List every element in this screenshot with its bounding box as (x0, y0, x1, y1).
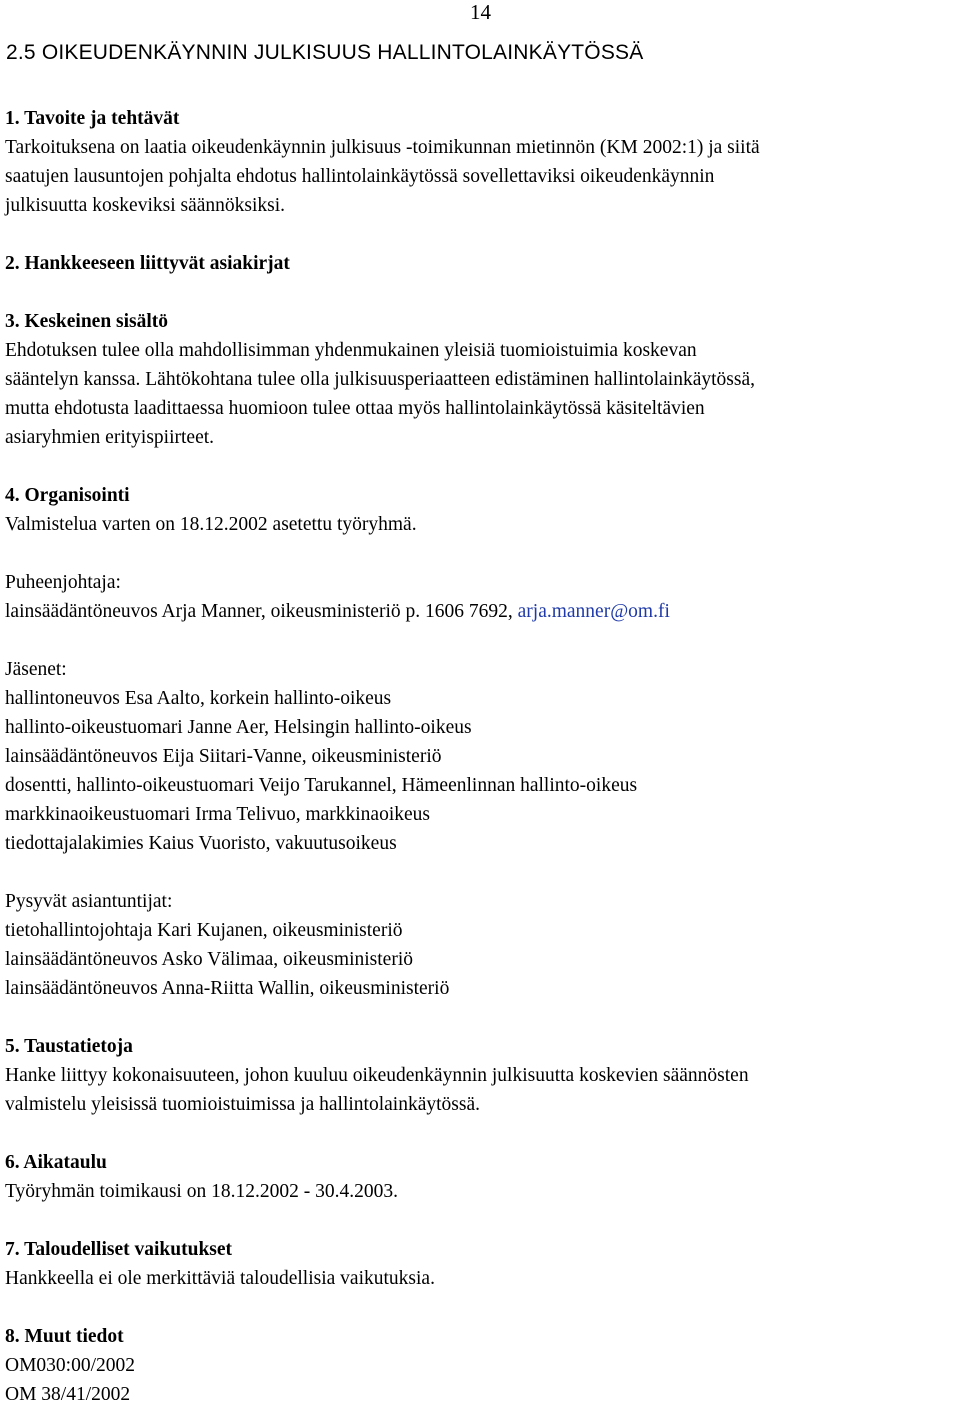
section-3-line: asiaryhmien erityispiirteet. (5, 427, 215, 448)
chair-label: Puheenjohtaja: (5, 572, 121, 593)
section-2 (5, 249, 955, 278)
expert-item: lainsäädäntöneuvos Anna-Riitta Wallin, oikeusministeriö (5, 978, 450, 999)
member-item: markkinaoikeustuomari Irma Telivuo, markkinaoikeus (5, 804, 431, 825)
section-1-heading: 1. Tavoite ja tehtävät (5, 108, 180, 129)
section-5-line: Hanke liittyy kokonaisuuteen, johon kuuluu oikeudenkäynnin julkisuutta koskevien säännösten (5, 1065, 749, 1086)
section-7-line: Hankkeella ei ole merkittäviä taloudellisia vaikutuksia. (5, 1268, 435, 1289)
section-5-heading: 5. Taustatietoja (5, 1036, 133, 1057)
section-8-heading: 8. Muut tiedot (5, 1326, 124, 1347)
section-6-line: Työryhmän toimikausi on 18.12.2002 - 30.4.2003. (5, 1181, 398, 1202)
section-1-line: julkisuutta koskeviksi säännöksiksi. (5, 195, 286, 216)
document-body (5, 104, 955, 1409)
section-3-heading: 3. Keskeinen sisältö (5, 311, 169, 332)
page-number: 14 (470, 0, 491, 24)
section-3-line: mutta ehdotusta laadittaessa huomioon tulee ottaa myös hallintolainkäytössä käsiteltävien (5, 398, 705, 419)
member-item: tiedottajalakimies Kaius Vuoristo, vakuutusoikeus (5, 833, 397, 854)
section-7-heading: 7. Taloudelliset vaikutukset (5, 1239, 233, 1260)
section-1-line: saatujen lausuntojen pohjalta ehdotus hallintolainkäytössä sovellettaviksi oikeudenkäynnin (5, 166, 715, 187)
section-5-line: valmistelu yleisissä tuomioistuimissa ja hallintolainkäytössä. (5, 1094, 480, 1115)
section-3 (5, 307, 955, 452)
expert-item: lainsäädäntöneuvos Asko Välimaa, oikeusministeriö (5, 949, 413, 970)
reference-number: OM030:00/2002 (5, 1355, 136, 1376)
section-8 (5, 1322, 955, 1409)
section-1 (5, 104, 955, 220)
member-item: hallinto-oikeustuomari Janne Aer, Helsingin hallinto-oikeus (5, 717, 472, 738)
expert-item: tietohallintojohtaja Kari Kujanen, oikeusministeriö (5, 920, 403, 941)
section-6 (5, 1148, 955, 1206)
section-title: 2.5 OIKEUDENKÄYNNIN JULKISUUS HALLINTOLAINKÄYTÖSSÄ (6, 41, 644, 64)
section-4 (5, 481, 955, 1003)
chair-text: lainsäädäntöneuvos Arja Manner, oikeusministeriö p. 1606 7692, (5, 601, 518, 622)
section-6-heading: 6. Aikataulu (5, 1152, 107, 1173)
section-4-line: Valmistelua varten on 18.12.2002 asetettu työryhmä. (5, 514, 417, 535)
experts-label: Pysyvät asiantuntijat: (5, 891, 173, 912)
section-5 (5, 1032, 955, 1119)
reference-number: OM 38/41/2002 (5, 1384, 131, 1405)
chair-entry (5, 597, 955, 626)
members-label: Jäsenet: (5, 659, 67, 680)
section-7 (5, 1235, 955, 1293)
chair-email-link[interactable]: arja.manner@om.fi (517, 601, 670, 622)
section-3-line: Ehdotuksen tulee olla mahdollisimman yhdenmukainen yleisiä tuomioistuimia koskevan (5, 340, 697, 361)
section-4-heading: 4. Organisointi (5, 485, 130, 506)
member-item: lainsäädäntöneuvos Eija Siitari-Vanne, oikeusministeriö (5, 746, 442, 767)
member-item: dosentti, hallinto-oikeustuomari Veijo Tarukannel, Hämeenlinnan hallinto-oikeus (5, 775, 638, 796)
section-2-heading: 2. Hankkeeseen liittyvät asiakirjat (5, 253, 290, 274)
section-3-line: sääntelyn kanssa. Lähtökohtana tulee olla julkisuusperiaatteen edistäminen hallintolainkäytössä, (5, 369, 755, 390)
member-item: hallintoneuvos Esa Aalto, korkein hallinto-oikeus (5, 688, 392, 709)
section-1-line: Tarkoituksena on laatia oikeudenkäynnin julkisuus -toimikunnan mietinnön (KM 2002:1) ja siitä (5, 137, 760, 158)
